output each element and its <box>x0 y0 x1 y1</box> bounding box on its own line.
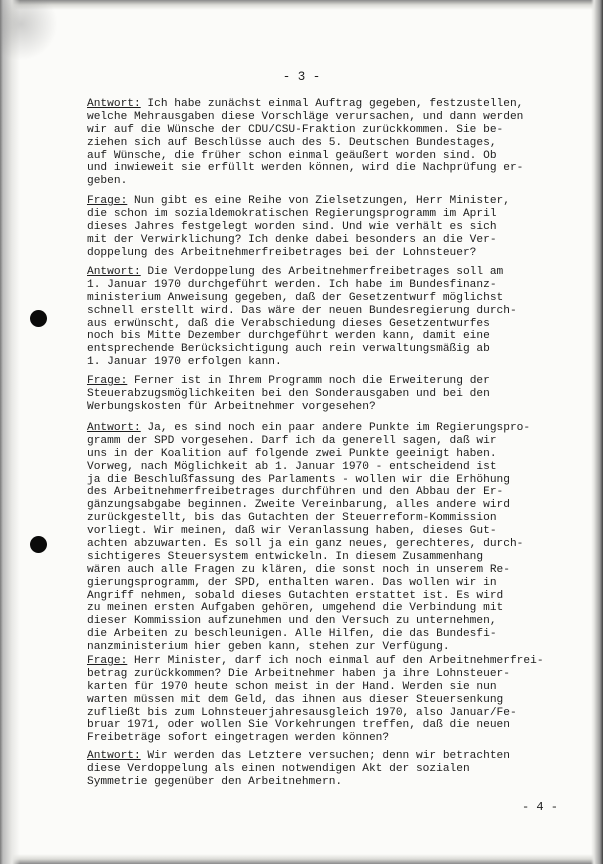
text-line: bruar 1971, oder wollen Sie Vorkehrungen treffen, daß die neuen <box>87 719 510 732</box>
text-line: ministerium Anweisung gegeben, daß der Gesetzentwurf möglichst <box>87 291 504 304</box>
text-line: karten für 1970 heute schon meist in der Hand. Werden sie nun <box>87 680 497 693</box>
text-line: vorliegt. Wir meinen, daß wir Veranlassung haben, dieses Gut- <box>87 525 497 538</box>
text-line: Ich habe zunächst einmal Auftrag gegeben, festzustellen, <box>140 98 524 110</box>
text-line: 1. Januar 1970 durchgeführt werden. Ich habe im Bundesfinanz- <box>87 278 497 291</box>
text-line: auf Wünsche, die früher schon einmal geäußert worden sind. Ob <box>87 149 497 162</box>
scan-edge-right <box>591 0 603 864</box>
text-line: achten abzuwarten. Es soll ja ein ganz neues, gerechteres, durch- <box>87 538 524 551</box>
text-line: wären auch alle Fragen zu klären, die sonst noch in unserem Re- <box>87 563 510 576</box>
page-number: - 3 - <box>282 70 321 84</box>
question-paragraph <box>87 195 557 259</box>
text-line: des Arbeitnehmerfreibetrages durchführen und den Abbau der Er- <box>87 486 504 499</box>
speaker-label: Frage: <box>87 655 128 667</box>
scan-edge-left <box>0 0 20 864</box>
text-line: gramm der SPD vorgesehen. Darf ich da generell sagen, daß wir <box>87 434 497 447</box>
text-line: Angriff nehmen, sobald dieses Gutachten erstattet ist. Es wird <box>87 589 504 602</box>
text-line: uns in der Koalition auf folgende zwei Punkte geeinigt haben. <box>87 447 497 460</box>
scan-edge-bottom <box>0 854 603 864</box>
question-paragraph <box>87 655 557 745</box>
answer-paragraph <box>87 750 557 789</box>
scan-edge-top <box>0 0 603 10</box>
text-line: Vorweg, nach Möglichkeit ab 1. Januar 1970 - entscheidend ist <box>87 460 497 473</box>
text-line: zurückgestellt, bis das Gutachten der Steuerreform-Kommission <box>87 512 497 525</box>
speaker-label: Antwort: <box>87 750 141 762</box>
speaker-label: Frage: <box>87 375 128 387</box>
text-line: Symmetrie gegenüber den Arbeitnehmern. <box>87 775 343 788</box>
text-line: sichtigeres Steuersystem entwickeln. In diesem Zusammenhang <box>87 550 484 563</box>
text-line: Herr Minister, darf ich noch einmal auf den Arbeitnehmerfrei- <box>127 655 544 667</box>
text-line: wir auf die Wünsche der CDU/CSU-Fraktion zurückkommen. Sie be- <box>87 123 504 136</box>
question-paragraph <box>87 375 557 414</box>
text-line: 1. Januar 1970 erfolgen kann. <box>87 356 282 369</box>
text-line: die schon im sozialdemokratischen Regierungsprogramm im April <box>87 207 497 220</box>
speaker-label: Frage: <box>87 195 128 207</box>
text-line: diese Verdoppelung als einen notwendigen Akt der sozialen <box>87 762 470 775</box>
next-page-indicator: - 4 - <box>522 800 559 814</box>
text-line: betrag zurückkommen? Die Arbeitnehmer haben ja ihre Lohnsteuer- <box>87 667 510 680</box>
text-line: Wir werden das Letztere versuchen; denn wir betrachten <box>140 750 510 762</box>
scan-smudge <box>0 0 70 60</box>
text-line: Nun gibt es eine Reihe von Zielsetzungen, Herr Minister, <box>127 195 510 207</box>
text-line: noch bis Mitte Dezember durchgeführt werden kann, damit eine <box>87 330 490 343</box>
text-line: dieser Kommission aufzunehmen und den Versuch zu unternehmen, <box>87 615 497 628</box>
text-line: mit der Verwirklichung? Ich denke dabei besonders an die Ver- <box>87 233 497 246</box>
text-line: Die Verdoppelung des Arbeitnehmerfreibetrages soll am <box>140 266 504 278</box>
text-line: Ja, es sind noch ein paar andere Punkte im Regierungspro- <box>140 422 531 434</box>
answer-paragraph <box>87 422 557 654</box>
text-line: ziehen sich auf Beschlüsse auch des 5. Deutschen Bundestages, <box>87 136 497 149</box>
text-line: Werbungskosten für Arbeitnehmer vorgesehen? <box>87 400 376 413</box>
text-line: entsprechende Berücksichtigung auch rein verwaltungsmäßig ab <box>87 343 490 356</box>
text-line: warten müssen mit dem Geld, das ihnen aus dieser Steuersenkung <box>87 693 504 706</box>
text-line: Steuerabzugsmöglichkeiten bei den Sonderausgaben und bei den <box>87 387 490 400</box>
text-line: zu meinen ersten Aufgaben gehören, umgehend die Verbindung mit <box>87 602 504 615</box>
text-line: gänzungsabgabe beginnen. Zweite Vereinbarung, alles andere wird <box>87 499 510 512</box>
text-line: zufließt bis zum Lohnsteuerjahresausgleich 1970, also Januar/Fe- <box>87 706 517 719</box>
text-line: doppelung des Arbeitnehmerfreibetrages bei der Lohnsteuer? <box>87 246 477 259</box>
text-line: schnell erstellt wird. Das wäre der neuen Bundesregierung durch- <box>87 304 517 317</box>
speaker-label: Antwort: <box>87 98 141 110</box>
text-line: Freibeträge sofort eingetragen werden können? <box>87 732 390 745</box>
text-line: nanzministerium hier geben kann, stehen zur Verfügung. <box>87 641 450 654</box>
punch-hole-icon <box>30 536 47 553</box>
text-line: aus erwünscht, daß die Verabschiedung dieses Gesetzentwurfes <box>87 317 490 330</box>
text-line: welche Mehrausgaben diese Vorschläge verursachen, und dann werden <box>87 110 524 123</box>
text-line: geben. <box>87 175 128 188</box>
text-line: gierungsprogramm, der SPD, enthalten waren. Das wollen wir in <box>87 576 497 589</box>
answer-paragraph <box>87 266 557 369</box>
text-line: dieses Jahres festgelegt worden sind. Und wie verhält es sich <box>87 220 497 233</box>
answer-paragraph <box>87 98 557 188</box>
speaker-label: Antwort: <box>87 422 141 434</box>
text-line: die Arbeiten zu beschleunigen. Alle Hilfen, die das Bundesfi- <box>87 628 497 641</box>
speaker-label: Antwort: <box>87 266 141 278</box>
text-line: ja die Beschlußfassung des Parlaments - wollen wir die Erhöhung <box>87 473 510 486</box>
text-line: Ferner ist in Ihrem Programm noch die Erweiterung der <box>127 375 490 387</box>
punch-hole-icon <box>30 310 47 327</box>
text-line: und inwieweit sie erfüllt werden können, wird die Nachprüfung er- <box>87 162 524 175</box>
